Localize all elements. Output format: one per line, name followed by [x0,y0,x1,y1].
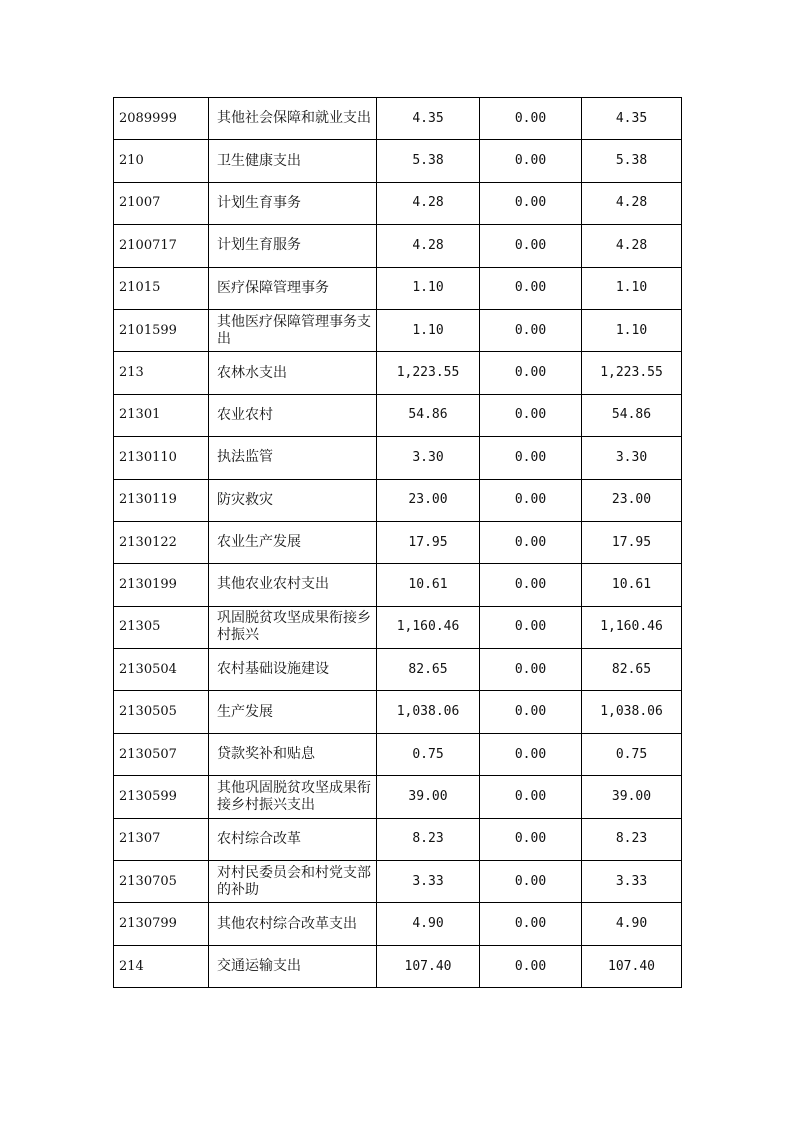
amount-cell-2: 0.00 [480,861,582,903]
amount-cell: 0.75 [377,733,480,775]
subject-code-cell: 2130119 [114,479,209,521]
table-row [114,945,682,987]
amount-cell: 107.40 [377,945,480,987]
amount-cell: 1,038.06 [377,691,480,733]
amount-cell: 54.86 [377,394,480,436]
subject-code-cell: 2130122 [114,521,209,563]
subject-code-cell: 21305 [114,606,209,648]
subject-name-cell: 贷款奖补和贴息 [209,733,377,775]
amount-cell: 4.28 [377,182,480,224]
total-cell: 1,223.55 [582,352,682,394]
amount-cell-2: 0.00 [480,182,582,224]
subject-name-cell: 巩固脱贫攻坚成果衔接乡村振兴 [209,606,377,648]
table-row [114,818,682,860]
table-row [114,182,682,224]
table-row [114,267,682,309]
total-cell: 54.86 [582,394,682,436]
amount-cell: 10.61 [377,564,480,606]
table-body [114,98,682,988]
amount-cell-2: 0.00 [480,733,582,775]
subject-name-cell: 对村民委员会和村党支部的补助 [209,861,377,903]
amount-cell: 4.90 [377,903,480,945]
table-row [114,691,682,733]
subject-name-cell: 生产发展 [209,691,377,733]
amount-cell: 5.38 [377,140,480,182]
amount-cell-2: 0.00 [480,98,582,140]
amount-cell: 4.28 [377,225,480,267]
total-cell: 10.61 [582,564,682,606]
subject-code-cell: 2130799 [114,903,209,945]
total-cell: 1,160.46 [582,606,682,648]
amount-cell-2: 0.00 [480,479,582,521]
total-cell: 1.10 [582,309,682,351]
subject-name-cell: 其他农业农村支出 [209,564,377,606]
amount-cell-2: 0.00 [480,267,582,309]
total-cell: 4.35 [582,98,682,140]
subject-code-cell: 2101599 [114,309,209,351]
table-row [114,394,682,436]
amount-cell-2: 0.00 [480,564,582,606]
total-cell: 1,038.06 [582,691,682,733]
subject-code-cell: 2130504 [114,649,209,691]
subject-code-cell: 2130505 [114,691,209,733]
table-row [114,861,682,903]
amount-cell-2: 0.00 [480,776,582,818]
amount-cell: 17.95 [377,521,480,563]
total-cell: 39.00 [582,776,682,818]
amount-cell-2: 0.00 [480,903,582,945]
expenditure-table [113,97,682,988]
amount-cell-2: 0.00 [480,521,582,563]
total-cell: 8.23 [582,818,682,860]
subject-name-cell: 医疗保障管理事务 [209,267,377,309]
total-cell: 17.95 [582,521,682,563]
subject-code-cell: 2130199 [114,564,209,606]
subject-code-cell: 213 [114,352,209,394]
amount-cell: 3.33 [377,861,480,903]
amount-cell-2: 0.00 [480,394,582,436]
table-row [114,309,682,351]
subject-name-cell: 其他医疗保障管理事务支出 [209,309,377,351]
subject-code-cell: 214 [114,945,209,987]
subject-name-cell: 交通运输支出 [209,945,377,987]
total-cell: 3.33 [582,861,682,903]
subject-name-cell: 农林水支出 [209,352,377,394]
subject-name-cell: 执法监管 [209,437,377,479]
amount-cell-2: 0.00 [480,691,582,733]
subject-code-cell: 21307 [114,818,209,860]
subject-name-cell: 农村基础设施建设 [209,649,377,691]
subject-code-cell: 2130599 [114,776,209,818]
subject-name-cell: 其他农村综合改革支出 [209,903,377,945]
subject-name-cell: 其他社会保障和就业支出 [209,98,377,140]
total-cell: 4.28 [582,182,682,224]
subject-name-cell: 农业农村 [209,394,377,436]
total-cell: 23.00 [582,479,682,521]
amount-cell: 4.35 [377,98,480,140]
amount-cell: 23.00 [377,479,480,521]
table-row [114,140,682,182]
amount-cell-2: 0.00 [480,309,582,351]
subject-code-cell: 2100717 [114,225,209,267]
table-row [114,98,682,140]
table-row [114,225,682,267]
total-cell: 4.90 [582,903,682,945]
amount-cell: 1.10 [377,309,480,351]
total-cell: 107.40 [582,945,682,987]
total-cell: 3.30 [582,437,682,479]
table-row [114,352,682,394]
subject-code-cell: 21301 [114,394,209,436]
amount-cell: 1,223.55 [377,352,480,394]
table-row [114,903,682,945]
table-row [114,437,682,479]
amount-cell: 1.10 [377,267,480,309]
amount-cell-2: 0.00 [480,606,582,648]
amount-cell-2: 0.00 [480,437,582,479]
table-row [114,776,682,818]
subject-code-cell: 2130507 [114,733,209,775]
subject-name-cell: 计划生育事务 [209,182,377,224]
subject-code-cell: 2130705 [114,861,209,903]
table-row [114,564,682,606]
total-cell: 1.10 [582,267,682,309]
subject-name-cell: 防灾救灾 [209,479,377,521]
total-cell: 5.38 [582,140,682,182]
amount-cell: 82.65 [377,649,480,691]
amount-cell-2: 0.00 [480,945,582,987]
table-row [114,649,682,691]
table-row [114,521,682,563]
subject-code-cell: 2130110 [114,437,209,479]
amount-cell-2: 0.00 [480,352,582,394]
total-cell: 0.75 [582,733,682,775]
table-row [114,479,682,521]
amount-cell: 8.23 [377,818,480,860]
subject-name-cell: 卫生健康支出 [209,140,377,182]
amount-cell-2: 0.00 [480,225,582,267]
subject-name-cell: 其他巩固脱贫攻坚成果衔接乡村振兴支出 [209,776,377,818]
amount-cell: 39.00 [377,776,480,818]
table-row [114,733,682,775]
subject-name-cell: 农业生产发展 [209,521,377,563]
subject-name-cell: 计划生育服务 [209,225,377,267]
table-row [114,606,682,648]
amount-cell-2: 0.00 [480,818,582,860]
amount-cell-2: 0.00 [480,649,582,691]
subject-code-cell: 2089999 [114,98,209,140]
amount-cell: 1,160.46 [377,606,480,648]
amount-cell: 3.30 [377,437,480,479]
total-cell: 4.28 [582,225,682,267]
amount-cell-2: 0.00 [480,140,582,182]
subject-code-cell: 21015 [114,267,209,309]
total-cell: 82.65 [582,649,682,691]
subject-name-cell: 农村综合改革 [209,818,377,860]
subject-code-cell: 21007 [114,182,209,224]
subject-code-cell: 210 [114,140,209,182]
